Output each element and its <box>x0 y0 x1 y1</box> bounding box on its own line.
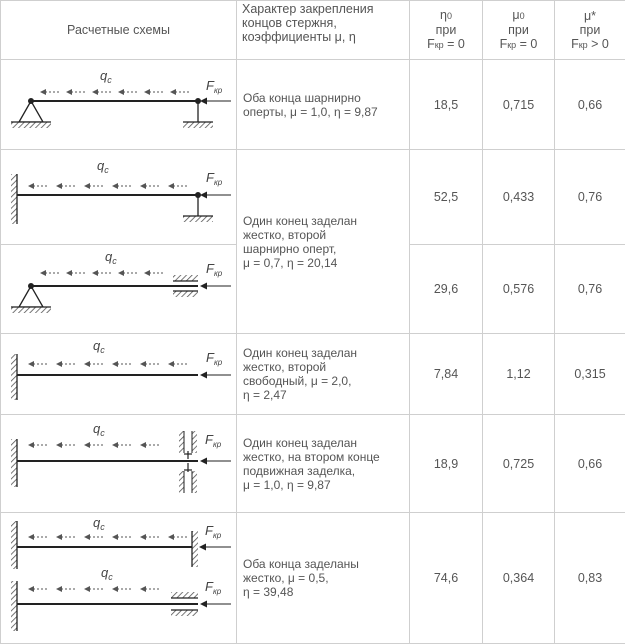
header-mu0: μ0 при Fкр = 0 <box>483 1 555 60</box>
roller-support-icon <box>183 98 213 128</box>
scheme-pinned-pinned <box>1 60 237 150</box>
svg-text:qc: $q_c$ <box>100 68 112 85</box>
mustar-value: 0,76 <box>555 245 625 334</box>
header-row <box>1 1 625 60</box>
header-eta0: η0 при Fкр = 0 <box>410 1 483 60</box>
svg-text:Fкр: $F_{кр}$ <box>206 78 223 95</box>
pin-support-icon <box>11 283 51 313</box>
svg-text:Fкр: $F_{кр}$ <box>206 350 223 367</box>
scheme-clamped-clamped <box>1 513 237 644</box>
mu0-value: 0,576 <box>483 245 555 334</box>
fixation-description: Оба конца шарнирно оперты, μ = 1,0, η = 9,87 <box>237 60 410 150</box>
scheme-clamped-sliding <box>1 415 237 513</box>
mu0-value: 0,715 <box>483 60 555 150</box>
fixation-description: Один конец заделан жестко, второй шарнирно оперт, μ = 0,7, η = 20,14 <box>237 150 410 334</box>
svg-text:qc: $q_c$ <box>101 565 113 582</box>
svg-text:qc: $q_c$ <box>93 515 105 532</box>
scheme-clamped-pinned <box>1 150 237 245</box>
fixation-description: Один конец заделан жестко, на втором конце подвижная заделка, μ = 1,0, η = 9,87 <box>237 415 410 513</box>
svg-text:Fкр: $F_{кр}$ <box>206 170 223 187</box>
table-row <box>1 60 625 150</box>
mustar-value: 0,315 <box>555 334 625 415</box>
fixed-wall-icon <box>192 531 198 567</box>
svg-text:qc: $q_c$ <box>93 421 105 438</box>
header-schemes: Расчетные схемы <box>1 1 237 60</box>
fixation-description: Один конец заделан жестко, второй свободный, μ = 2,0, η = 2,47 <box>237 334 410 415</box>
scheme-pinned-clamped <box>1 245 237 334</box>
eta0-value: 18,9 <box>410 415 483 513</box>
eta0-value: 29,6 <box>410 245 483 334</box>
fixed-wall-icon <box>11 354 17 400</box>
svg-text:qc: $q_c$ <box>97 158 109 175</box>
svg-text:Fкр: $F_{кр}$ <box>206 261 223 278</box>
fixed-wall-icon <box>11 521 17 569</box>
pin-support-icon <box>11 98 51 128</box>
fixed-wall-icon <box>11 174 17 224</box>
mu0-value: 0,433 <box>483 150 555 245</box>
table-row <box>1 334 625 415</box>
fixed-wall-icon <box>11 439 17 487</box>
eta0-value: 18,5 <box>410 60 483 150</box>
table-row <box>1 150 625 245</box>
mu0-value: 0,725 <box>483 415 555 513</box>
mu0-value: 0,364 <box>483 513 555 644</box>
mustar-value: 0,66 <box>555 415 625 513</box>
eta0-value: 7,84 <box>410 334 483 415</box>
roller-support-icon <box>183 192 213 222</box>
svg-text:Fкр: $F_{кр}$ <box>205 523 222 540</box>
mustar-value: 0,83 <box>555 513 625 644</box>
eta0-value: 52,5 <box>410 150 483 245</box>
header-mustar: μ* при Fкр > 0 <box>555 1 625 60</box>
table-row <box>1 415 625 513</box>
scheme-clamped-free <box>1 334 237 415</box>
mu0-value: 1,12 <box>483 334 555 415</box>
svg-text:Fкр: $F_{кр}$ <box>205 432 222 449</box>
svg-text:qc: $q_c$ <box>93 338 105 355</box>
svg-text:Fкр: $F_{кр}$ <box>205 579 222 596</box>
mustar-value: 0,66 <box>555 60 625 150</box>
mustar-value: 0,76 <box>555 150 625 245</box>
fixation-description: Оба конца заделаны жестко, μ = 0,5, η = 39,48 <box>237 513 410 644</box>
svg-text:qc: $q_c$ <box>105 249 117 266</box>
fixed-wall-icon <box>11 581 17 631</box>
table-row <box>1 513 625 644</box>
eta0-value: 74,6 <box>410 513 483 644</box>
header-fixation: Характер закрепления концов стержня, коэффициенты μ, η <box>237 1 410 60</box>
